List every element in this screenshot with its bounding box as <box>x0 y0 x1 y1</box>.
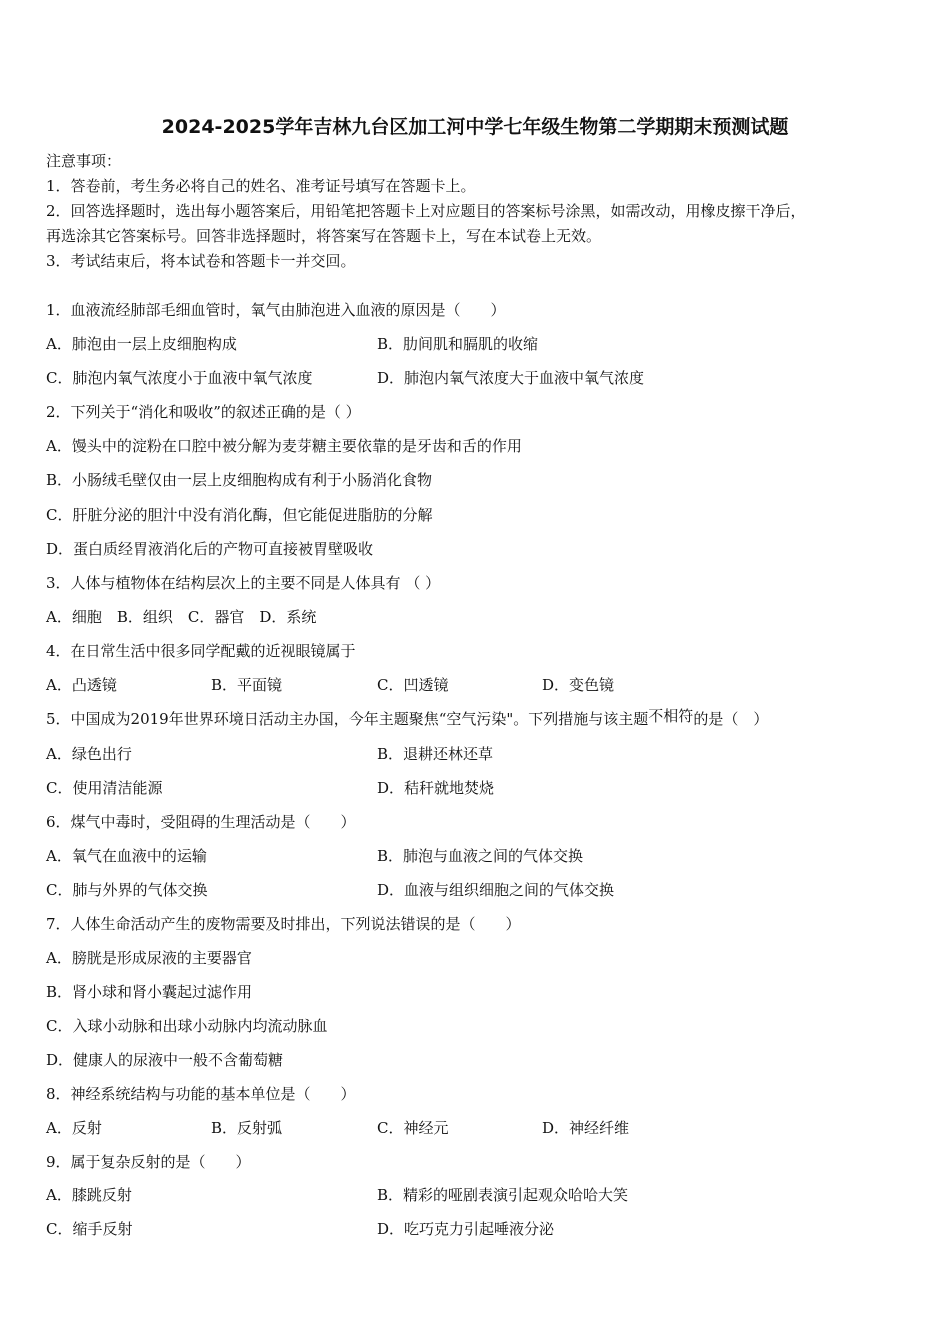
q3-options: A．细胞 B．组织 C．器官 D．系统 <box>46 608 317 626</box>
q5-option-b: B．退耕还林还草 <box>377 745 494 763</box>
q4-option-d: D．变色镜 <box>542 676 615 694</box>
q7-stem: 7．人体生命活动产生的废物需要及时排出，下列说法错误的是（ ） <box>46 915 521 933</box>
q8-option-d: D．神经纤维 <box>542 1119 630 1137</box>
q8-option-b: B．反射弧 <box>211 1119 283 1137</box>
q6-option-b: B．肺泡与血液之间的气体交换 <box>377 847 584 865</box>
q4-stem: 4．在日常生活中很多同学配戴的近视眼镜属于 <box>46 642 356 660</box>
q5-stem-part-2: 的是（ ） <box>693 710 769 728</box>
q8-option-a: A．反射 <box>46 1119 102 1137</box>
q3-stem: 3．人体与植物体在结构层次上的主要不同是人体具有 （ ） <box>46 574 441 592</box>
q6-option-c: C．肺与外界的气体交换 <box>46 881 208 899</box>
q1-stem: 1．血液流经肺部毛细血管时，氧气由肺泡进入血液的原因是（ ） <box>46 301 506 319</box>
q4-option-c: C．凹透镜 <box>377 676 449 694</box>
q6-stem: 6．煤气中毒时，受阻碍的生理活动是（ ） <box>46 813 356 831</box>
q2-option-c: C．肝脏分泌的胆汁中没有消化酶，但它能促进脂肪的分解 <box>46 506 433 524</box>
q2-option-b: B．小肠绒毛壁仅由一层上皮细胞构成有利于小肠消化食物 <box>46 471 433 489</box>
q8-option-c: C．神经元 <box>377 1119 449 1137</box>
q9-option-b: B．精彩的哑剧表演引起观众哈哈大笑 <box>377 1186 629 1204</box>
q5-stem-part-1: 5．中国成为2019年世界环境日活动主办国，今年主题聚焦“空气污染"。下列措施与该主题 <box>46 710 649 728</box>
notice-line-3: 3．考试结束后，将本试卷和答题卡一并交回。 <box>46 252 356 270</box>
notice-line-2b: 再选涂其它答案标号。回答非选择题时，将答案写在答题卡上，写在本试卷上无效。 <box>46 227 602 245</box>
q1-option-d: D．肺泡内氧气浓度大于血液中氧气浓度 <box>377 369 645 387</box>
q5-option-a: A．绿色出行 <box>46 745 132 763</box>
q9-option-d: D．吃巧克力引起唾液分泌 <box>377 1220 555 1238</box>
q1-option-a: A．肺泡由一层上皮细胞构成 <box>46 335 237 353</box>
q2-option-a: A．馒头中的淀粉在口腔中被分解为麦芽糖主要依靠的是牙齿和舌的作用 <box>46 437 522 455</box>
notice-line-2a: 2．回答选择题时，选出每小题答案后，用铅笔把答题卡上对应题目的答案标号涂黑，如需改动，用橡皮擦干净后， <box>46 202 806 220</box>
q1-option-b: B．肋间肌和膈肌的收缩 <box>377 335 539 353</box>
q5-option-c: C．使用清洁能源 <box>46 779 163 797</box>
q5-option-d: D．秸秆就地焚烧 <box>377 779 495 797</box>
q2-stem: 2．下列关于“消化和吸收”的叙述正确的是（ ） <box>46 403 361 421</box>
q6-option-a: A．氧气在血液中的运输 <box>46 847 207 865</box>
q1-option-c: C．肺泡内氧气浓度小于血液中氧气浓度 <box>46 369 313 387</box>
q7-option-d: D．健康人的尿液中一般不含葡萄糖 <box>46 1051 284 1069</box>
q7-option-a: A．膀胱是形成尿液的主要器官 <box>46 949 252 967</box>
q8-stem: 8．神经系统结构与功能的基本单位是（ ） <box>46 1085 356 1103</box>
notice-heading: 注意事项： <box>46 152 122 170</box>
q9-stem: 9．属于复杂反射的是（ ） <box>46 1153 251 1171</box>
q9-option-c: C．缩手反射 <box>46 1220 133 1238</box>
q9-option-a: A．膝跳反射 <box>46 1186 132 1204</box>
exam-title: 2024-2025学年吉林九台区加工河中学七年级生物第二学期期末预测试题 <box>161 116 789 138</box>
q2-option-d: D．蛋白质经胃液消化后的产物可直接被胃壁吸收 <box>46 540 374 558</box>
q4-option-b: B．平面镜 <box>211 676 283 694</box>
q5-stem <box>46 709 768 729</box>
q6-option-d: D．血液与组织细胞之间的气体交换 <box>377 881 615 899</box>
q7-option-b: B．肾小球和肾小囊起过滤作用 <box>46 983 253 1001</box>
q5-stem-emphasis: 不相符 <box>648 707 694 725</box>
notice-line-1: 1．答卷前，考生务必将自己的姓名、准考证号填写在答题卡上。 <box>46 177 476 195</box>
q7-option-c: C．入球小动脉和出球小动脉内均流动脉血 <box>46 1017 328 1035</box>
q4-option-a: A．凸透镜 <box>46 676 117 694</box>
